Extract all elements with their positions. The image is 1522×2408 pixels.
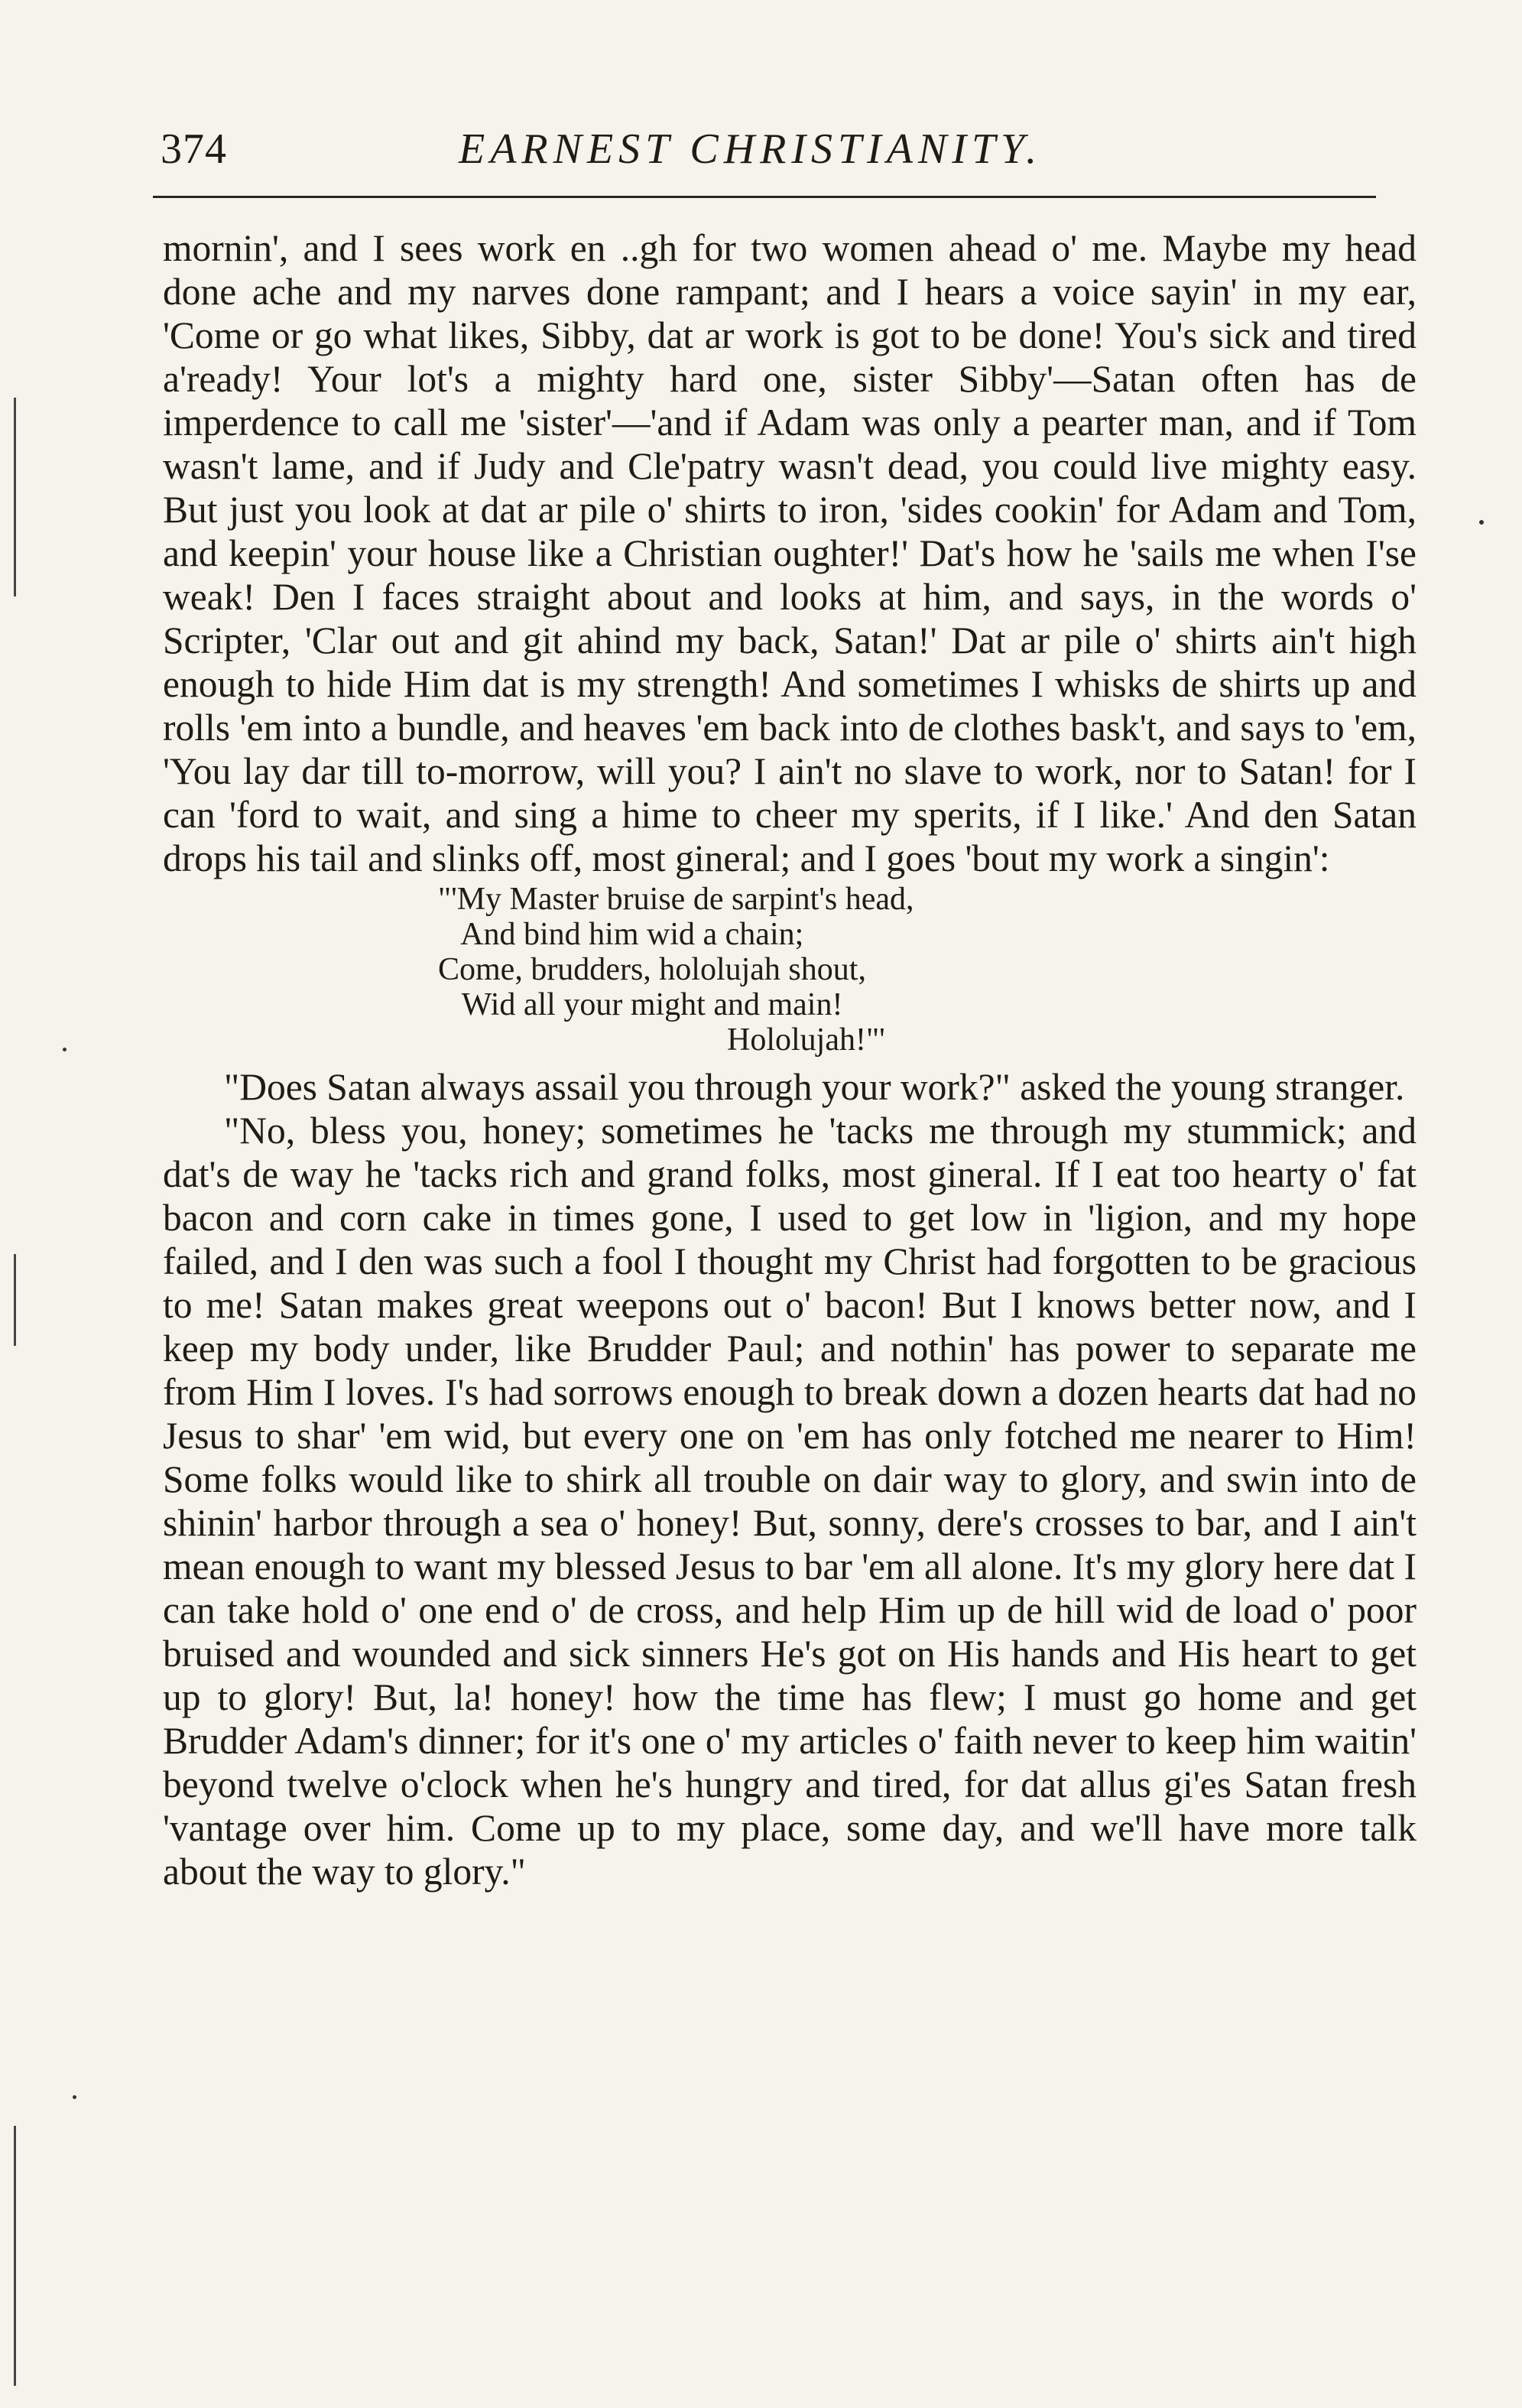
scan-margin-line [14, 1254, 16, 1346]
verse-line-5: Hololujah!"' [438, 1022, 885, 1058]
scan-speck [63, 1048, 67, 1051]
header-rule [153, 196, 1376, 198]
hymn-verse [163, 882, 1417, 1058]
paragraph-question: "Does Satan always assail you through your work?" asked the young stranger. [224, 1066, 1405, 1108]
verse-line-3: Come, brudders, hololujah shout, [438, 952, 866, 987]
page-number: 374 [161, 125, 227, 173]
verse-line-2: And bind him wid a chain; [438, 917, 804, 952]
page-body [163, 226, 1417, 1893]
paragraph-continued: mornin', and I sees work en ..gh for two women ahead o' me. Maybe my head done ache and my narves done rampant; and I hears a voice sayin' in my ear, 'Come or go what likes, Sibby, dat ar work is got to be done! You's sick and tired a'ready! Your lot's a mighty hard one, sister Sibby'—Satan often has de imperdence to call me 'sister'—'and if Adam was only a pearter man, and if Tom wasn't lame, and if Judy and Cle'patry wasn't dead, you could live mighty easy. But just you look at dat ar pile o' shirts to iron, 'sides cookin' for Adam and Tom, and keepin' your house like a Christian oughter!' Dat's how he 'sails me when I'se weak! Den I faces straight about and looks at him, and says, in the words o' Scripter, 'Clar out and git ahind my back, Satan!' Dat ar pile o' shirts ain't high enough to hide Him dat is my strength! And sometimes I whisks de shirts up and rolls 'em into a bundle, and heaves 'em back into de clothes bask't, and says to 'em, 'You lay dar till to-morrow, will you? I ain't no slave to work, nor to Satan! for I can 'ford to wait, and sing a hime to cheer my sperits, if I like.' And den Satan drops his tail and slinks off, most gineral; and I goes 'bout my work a singin': [163, 227, 1417, 879]
paragraph-answer: "No, bless you, honey; sometimes he 'tacks me through my stummick; and dat's de way he 'tacks rich and grand folks, most gineral. If I eat too hearty o' fat bacon and corn cake in times gone, I used to get low in 'ligion, and my hope failed, and I den was such a fool I thought my Christ had forgotten to be gracious to me! Satan makes great weepons out o' bacon! But I knows better now, and I keep my body under, like Brudder Paul; and nothin' has power to separate me from Him I loves. I's had sorrows enough to break down a dozen hearts dat had no Jesus to shar' 'em wid, but every one on 'em has only fotched me nearer to Him! Some folks would like to shirk all trouble on dair way to glory, and swin into de shinin' harbor through a sea o' honey! But, sonny, dere's crosses to bar, and I ain't mean enough to want my blessed Jesus to bar 'em all alone. It's my glory here dat I can take hold o' one end o' de cross, and help Him up de hill wid de load o' poor bruised and wounded and sick sinners He's got on His hands and His heart to get up to glory! But, la! honey! how the time has flew; I must go home and get Brudder Adam's dinner; for it's one o' my articles o' faith never to keep him waitin' beyond twelve o'clock when he's hungry and tired, for dat allus gi'es Satan fresh 'vantage over him. Come up to my place, some day, and we'll have more talk about the way to glory." [163, 1110, 1417, 1893]
scan-margin-line [14, 2126, 16, 2386]
running-title: EARNEST CHRISTIANITY. [459, 125, 1043, 173]
scan-speck [73, 2095, 76, 2099]
verse-line-1: "'My Master bruise de sarpint's head, [438, 882, 914, 917]
verse-line-4: Wid all your might and main! [438, 987, 843, 1022]
scan-margin-line [14, 398, 16, 596]
scan-speck [1479, 520, 1484, 525]
page-header [153, 119, 1407, 180]
